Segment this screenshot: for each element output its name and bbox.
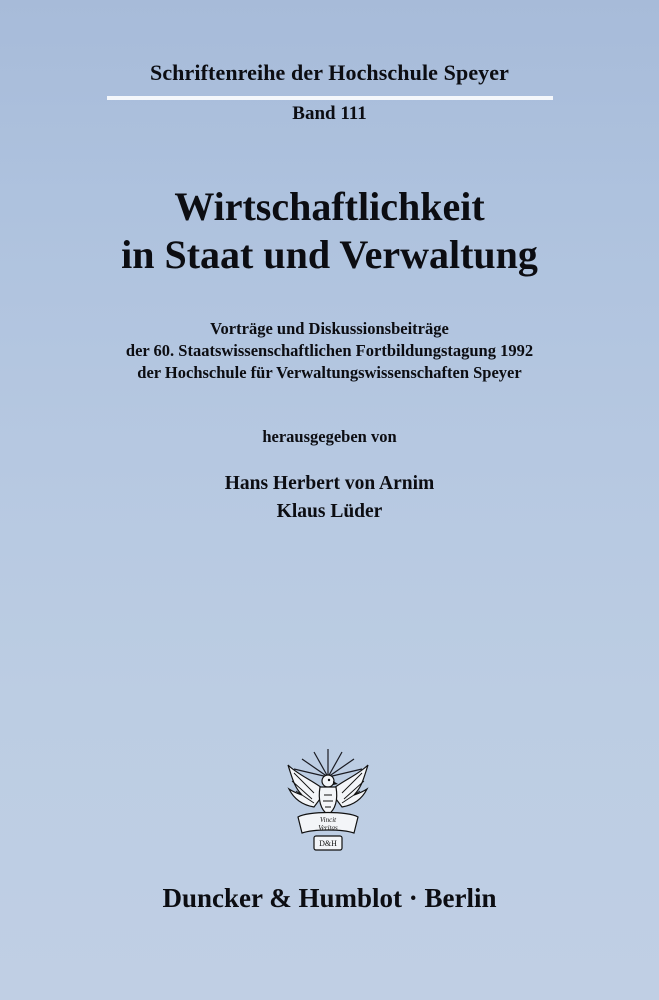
book-title: [0, 183, 659, 279]
subtitle-line: der 60. Staatswissenschaftlichen Fortbildungstagung 1992: [125, 341, 534, 360]
volume-number: Band 111: [292, 103, 367, 124]
title-line: in Staat und Verwaltung: [121, 232, 538, 277]
book-subtitle: [0, 318, 659, 384]
editor-names: [0, 470, 659, 526]
logo-motto: Vincit: [319, 816, 337, 824]
publisher-name: Duncker & Humblot · Berlin: [162, 883, 497, 913]
editor-label: herausgegeben von: [262, 427, 397, 446]
editor-name: Hans Herbert von Arnim: [224, 473, 435, 494]
editor-name: Klaus Lüder: [276, 501, 383, 522]
title-line: Wirtschaftlichkeit: [174, 184, 485, 229]
logo-motto: Veritas: [318, 824, 338, 832]
subtitle-line: Vorträge und Diskussionsbeiträge: [210, 319, 449, 338]
subtitle-line: der Hochschule für Verwaltungswissenschaften Speyer: [137, 363, 522, 382]
divider-rule: [107, 96, 553, 100]
logo-monogram: D&H: [319, 839, 337, 848]
eagle-emblem-icon: [284, 747, 372, 855]
series-title: Schriftenreihe der Hochschule Speyer: [149, 60, 510, 85]
